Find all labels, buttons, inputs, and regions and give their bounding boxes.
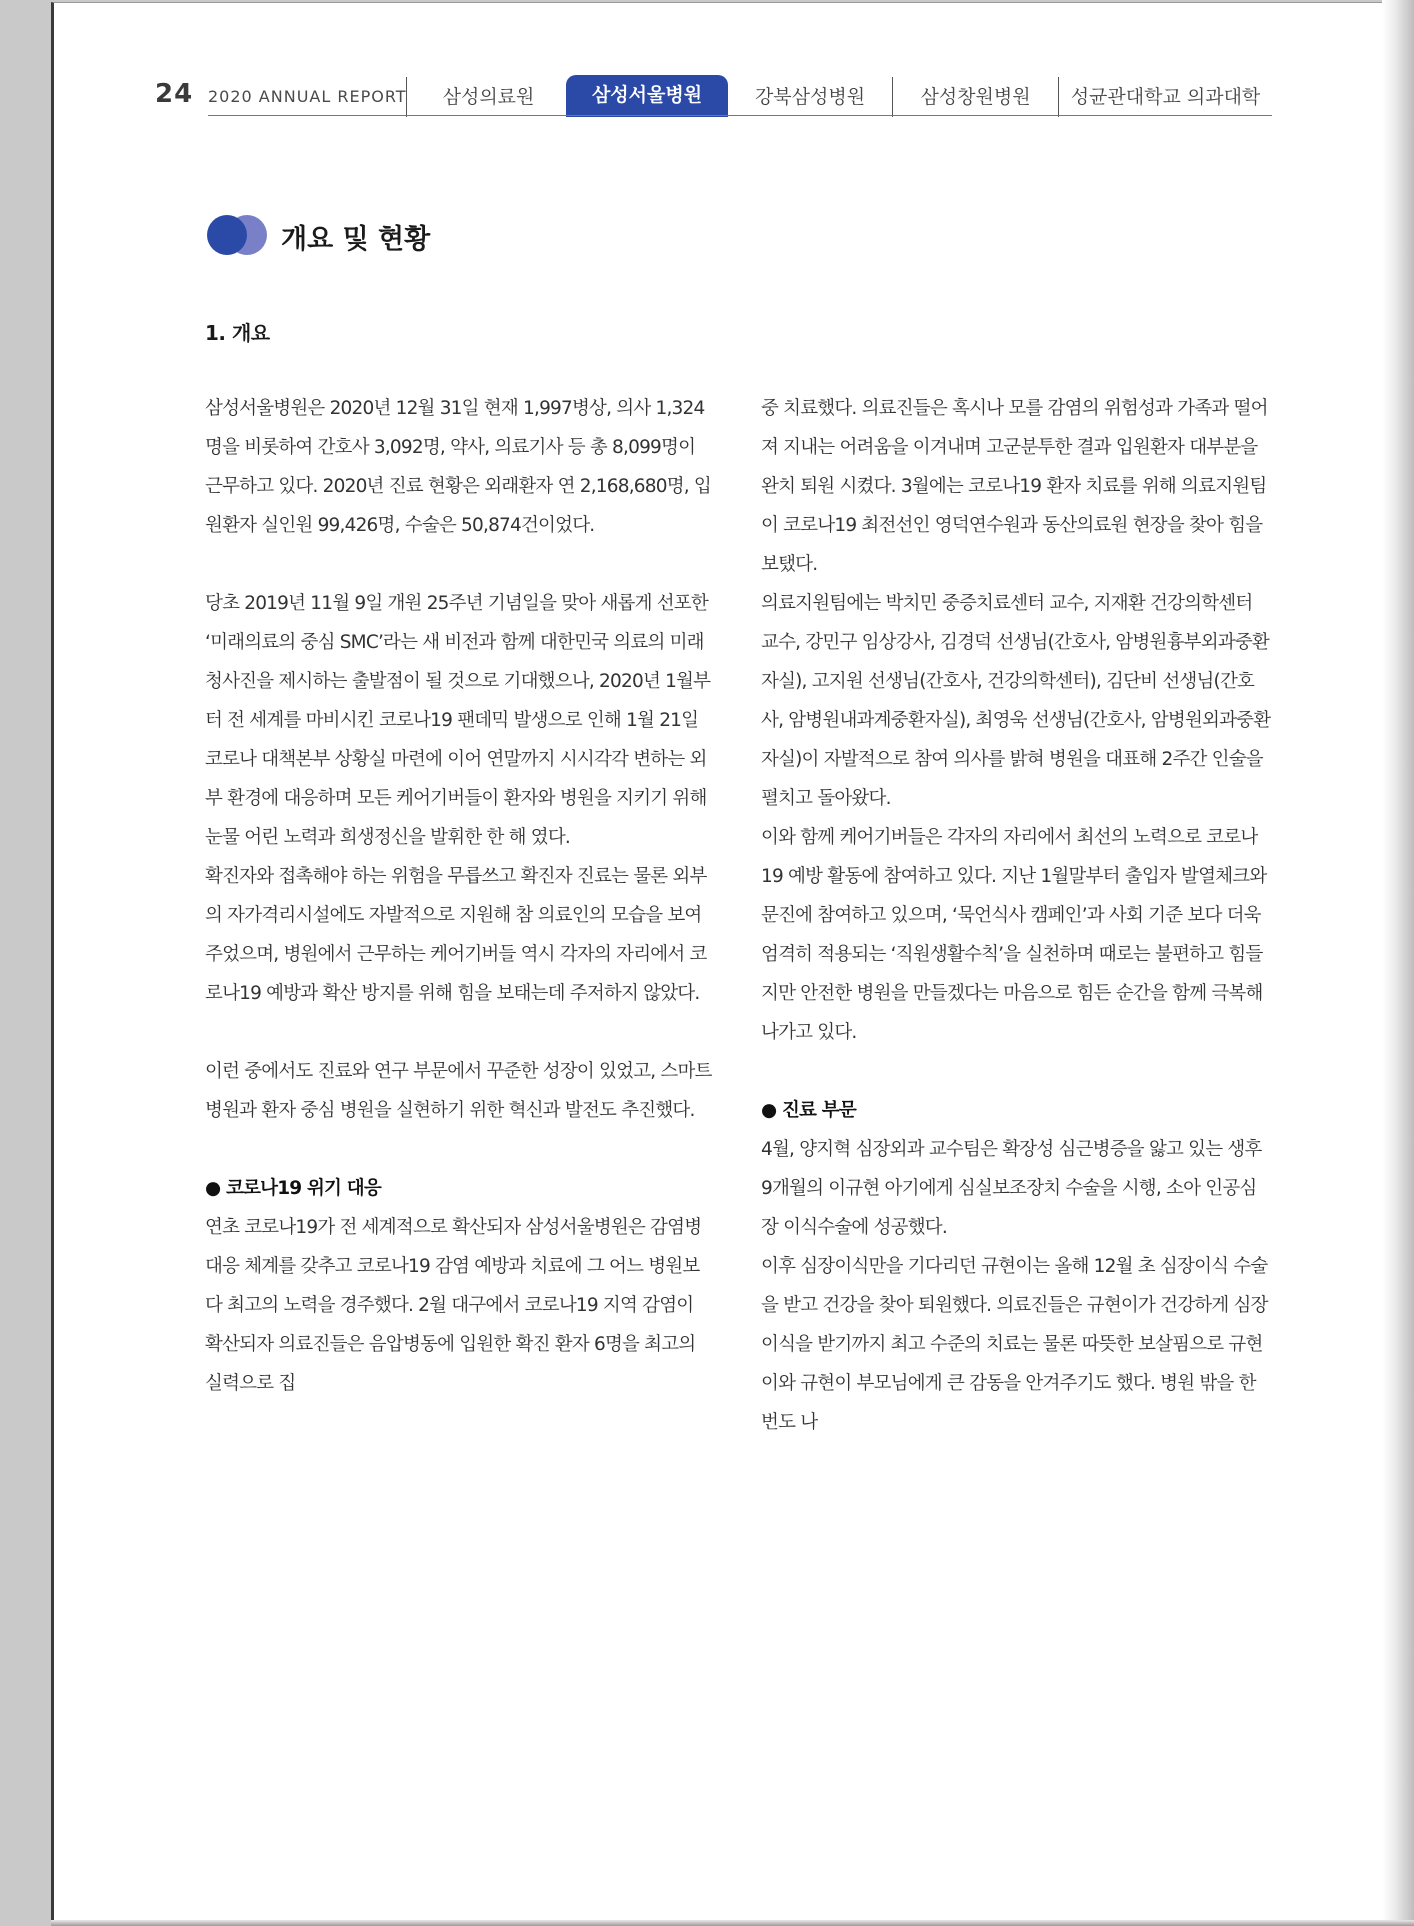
paragraph: 이와 함께 케어기버들은 각자의 자리에서 최선의 노력으로 코로나19 예방 활동에 참여하고 있다. 지난 1월말부터 출입자 발열체크와 문진에 참여하고 있으며, ‘묵언식사 캠페인’과 사회 기준 보다 더욱 엄격히 적용되는 ‘직원생활수칙’을 실천하며 때로는 불편하고 힘들지만 안전한 병원을 만들겠다는 마음으로 힘든 순간을 함께 극복해 나가고 있다.: [761, 827, 1267, 1043]
tab-label: 강북삼성병원: [754, 86, 866, 108]
bullet-heading-covid-response: ● 코로나19 위기 대응: [205, 1178, 381, 1199]
paragraph: 연초 코로나19가 전 세계적으로 확산되자 삼성서울병원은 감염병 대응 체계를 갖추고 코로나19 감염 예방과 치료에 그 어느 병원보다 최고의 노력을 경주했다. 2월 대구에서 코로나19 지역 감염이 확산되자 의료진들은 음압병동에 입원한 확진 환자 6명을 최고의 실력으로 집: [205, 1217, 702, 1394]
paragraph: 당초 2019년 11월 9일 개원 25주년 기념일을 맞아 새롭게 선포한 ‘미래의료의 중심 SMC’라는 새 비전과 함께 대한민국 의료의 미래 청사진을 제시하는 출발점이 될 것으로 기대했으나, 2020년 1월부터 전 세계를 마비시킨 코로나19 팬데믹 발생으로 인해 1월 21일 코로나 대책본부 상황실 마련에 이어 연말까지 시시각각 변하는 외부 환경에 대응하며 모든 케어기버들이 환자와 병원을 지키기 위해 눈물 어린 노력과 희생정신을 발휘한 한 해 였다.: [205, 593, 711, 848]
paragraph: 중 치료했다. 의료진들은 혹시나 모를 감염의 위험성과 가족과 떨어져 지내는 어려움을 이겨내며 고군분투한 결과 입원환자 대부분을 완치 퇴원 시켰다. 3월에는 코로나19 환자 치료를 위해 의료지원팀이 코로나19 최전선인 영덕연수원과 동산의료원 현장을 찾아 힘을 보탰다.: [761, 398, 1268, 575]
tab-samsung-changwon-hospital[interactable]: [892, 77, 1058, 117]
tab-label: 삼성서울병원: [591, 84, 703, 106]
tab-label: 삼성창원병원: [920, 86, 1031, 108]
tab-samsung-medical-center[interactable]: [406, 77, 570, 117]
double-circle-icon: [205, 213, 271, 257]
page-number: 24: [155, 79, 194, 109]
paragraph: 이런 중에서도 진료와 연구 부문에서 꾸준한 성장이 있었고, 스마트 병원과 환자 중심 병원을 실현하기 위한 혁신과 발전도 추진했다.: [205, 1061, 712, 1121]
tab-kangbuk-samsung-hospital[interactable]: [728, 77, 892, 117]
page-edge-shadow: [1382, 0, 1414, 1926]
subsection-heading: 1. 개요: [205, 321, 270, 345]
bullet-heading-clinical: ● 진료 부문: [761, 1100, 856, 1121]
paragraph: 확진자와 접촉해야 하는 위험을 무릅쓰고 확진자 진료는 물론 외부의 자가격리시설에도 자발적으로 지원해 참 의료인의 모습을 보여주었으며, 병원에서 근무하는 케어기버들 역시 각자의 자리에서 코로나19 예방과 확산 방지를 위해 힘을 보태는데 주저하지 않았다.: [205, 866, 707, 1004]
header-divider: [208, 115, 1272, 116]
report-title: 2020 ANNUAL REPORT: [208, 87, 407, 106]
paragraph: 삼성서울병원은 2020년 12월 31일 현재 1,997병상, 의사 1,324명을 비롯하여 간호사 3,092명, 약사, 의료기사 등 총 8,099명이 근무하고 있다. 2020년 진료 현황은 외래환자 연 2,168,680명, 입원환자 실인원 99,426명, 수술은 50,874건이었다.: [205, 398, 711, 536]
page-header: [54, 3, 1390, 123]
left-text-column: [205, 389, 715, 1403]
tab-samsung-seoul-hospital[interactable]: [566, 75, 728, 117]
tab-label: 삼성의료원: [442, 86, 535, 108]
tab-label: 성균관대학교 의과대학: [1070, 86, 1261, 108]
paragraph: 4월, 양지혁 심장외과 교수팀은 확장성 심근병증을 앓고 있는 생후 9개월의 이규현 아기에게 심실보조장치 수술을 시행, 소아 인공심장 이식수술에 성공했다.: [761, 1139, 1262, 1238]
tab-skku-medical-school[interactable]: [1058, 77, 1272, 117]
section-title-text: 개요 및 현황: [281, 224, 431, 255]
right-text-column: [761, 389, 1271, 1442]
paragraph: 이후 심장이식만을 기다리던 규현이는 올해 12월 초 심장이식 수술을 받고 건강을 찾아 퇴원했다. 의료진들은 규현이가 건강하게 심장이식을 받기까지 최고 수준의 치료는 물론 따뜻한 보살핌으로 규현이와 규현이 부모님에게 큰 감동을 안겨주기도 했다. 병원 밖을 한 번도 나: [761, 1256, 1268, 1433]
page-bottom-shadow: [51, 1920, 1414, 1926]
paragraph: 의료지원팀에는 박치민 중증치료센터 교수, 지재환 건강의학센터 교수, 강민구 임상강사, 김경덕 선생님(간호사, 암병원흉부외과중환자실), 고지원 선생님(간호사, 건강의학센터), 김단비 선생님(간호사, 암병원내과계중환자실), 최영욱 선생님(간호사, 암병원외과중환자실)이 자발적으로 참여 의사를 밝혀 병원을 대표해 2주간 인술을 펼치고 돌아왔다.: [761, 593, 1271, 809]
document-page: [51, 2, 1387, 1922]
